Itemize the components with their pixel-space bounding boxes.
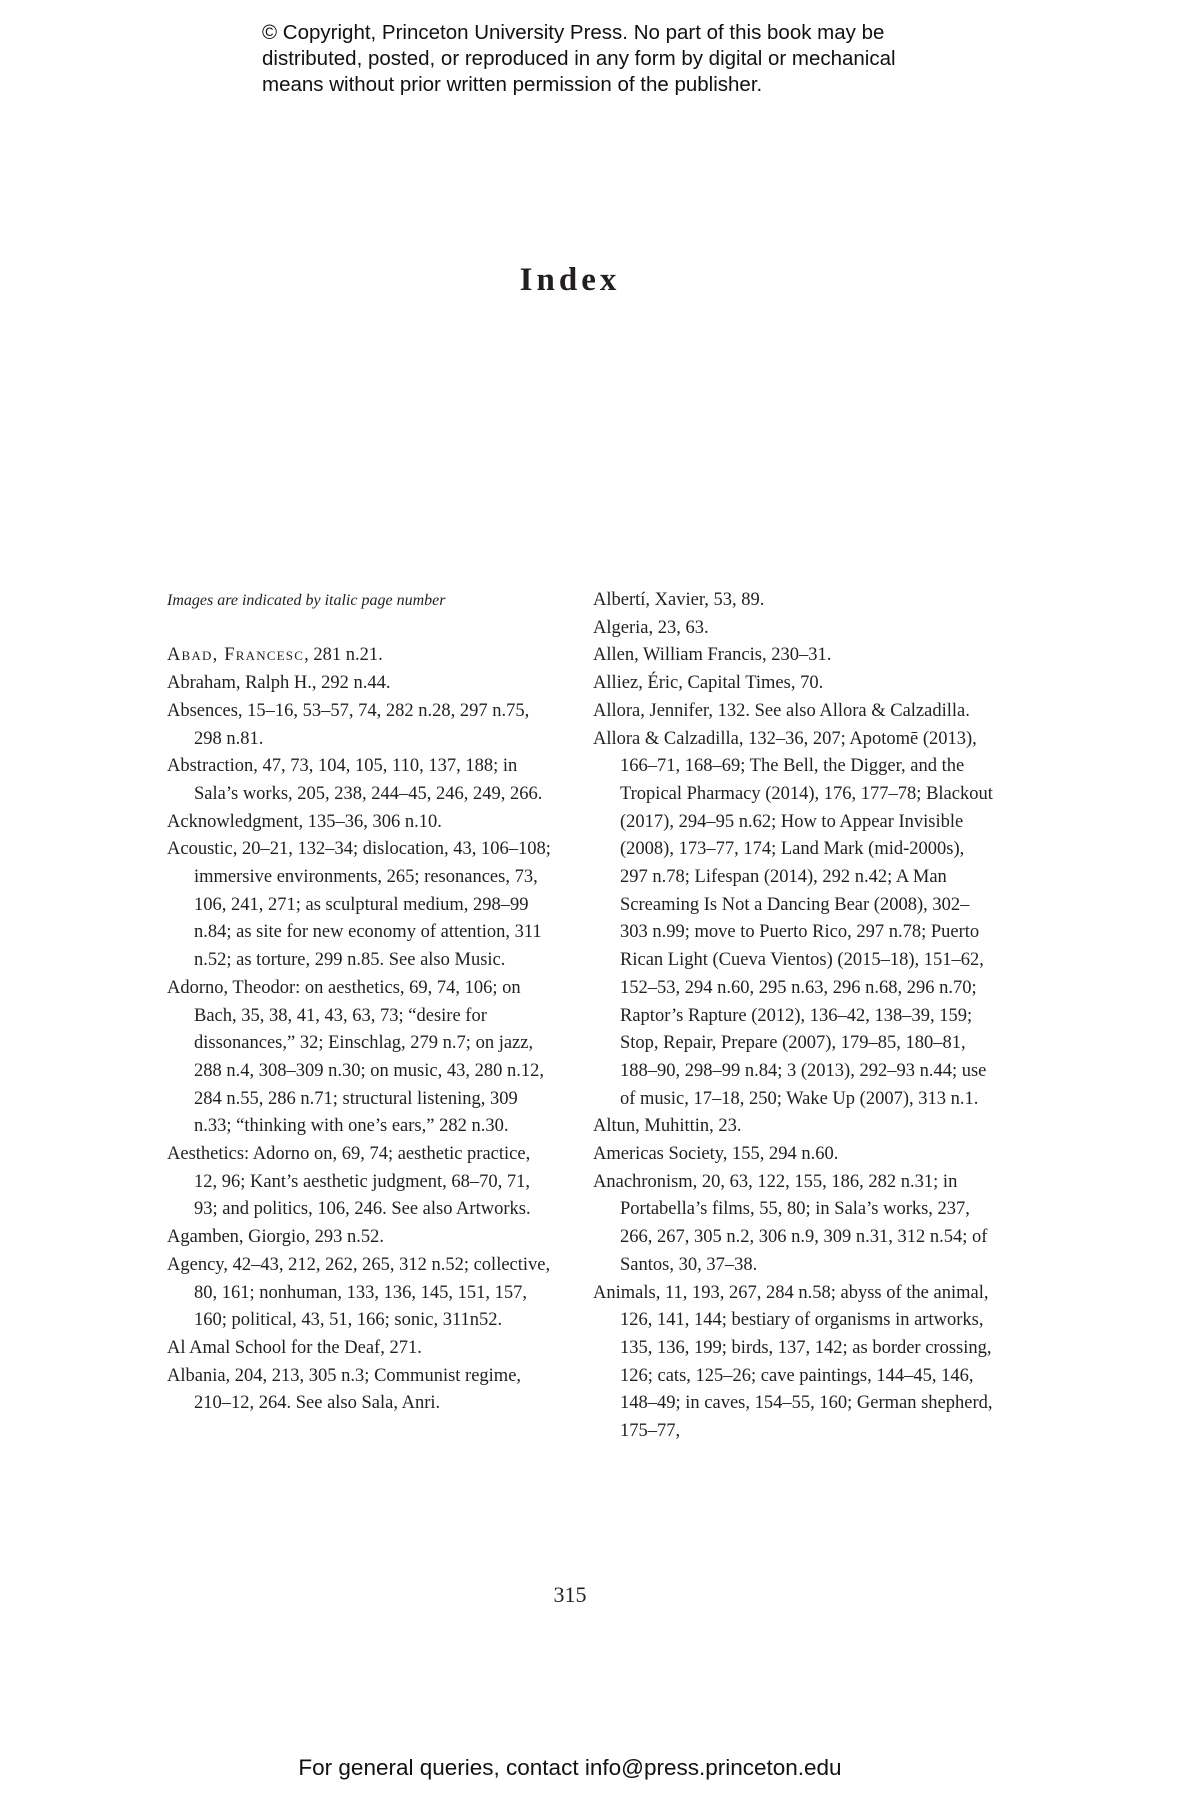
index-entry: Americas Society, 155, 294 n.60.: [593, 1144, 839, 1165]
index-column-left: [167, 587, 557, 1418]
index-entry-rest: , 281 n.21.: [304, 645, 383, 666]
page-title: Index: [519, 262, 621, 298]
index-entry: Aesthetics: Adorno on, 69, 74; aesthetic practice, 12, 96; Kant’s aesthetic judgment, 68–70, 71, 93; and politics, 106, 246. See also Artworks.: [167, 1144, 531, 1220]
index-entry: Allora, Jennifer, 132. See also Allora & Calzadilla.: [593, 700, 970, 721]
index-entry: Anachronism, 20, 63, 122, 155, 186, 282 n.31; in Portabella’s films, 55, 80; in Sala’s works, 237, 266, 267, 305 n.2, 306 n.9, 309 n.31, 312 n.54; of Santos, 30, 37–38.: [593, 1171, 988, 1275]
index-entry: Alliez, Éric, Capital Times, 70.: [593, 673, 824, 694]
index-entry: Acknowledgment, 135–36, 306 n.10.: [167, 811, 442, 832]
index-entry: Algeria, 23, 63.: [593, 617, 709, 638]
index-entry: Absences, 15–16, 53–57, 74, 282 n.28, 297 n.75, 298 n.81.: [167, 700, 530, 749]
index-entry: [167, 642, 557, 670]
index-entry: Abraham, Ralph H., 292 n.44.: [167, 673, 391, 694]
index-entry: Acoustic, 20–21, 132–34; dislocation, 43, 106–108; immersive environments, 265; resonances, 73, 106, 241, 271; as sculptural medium, 298–99 n.84; as site for new economy of attention, 311 n.52; as torture, 299 n.85. See also Music.: [167, 839, 551, 971]
page-number: 315: [553, 1582, 587, 1607]
index-entry: Animals, 11, 193, 267, 284 n.58; abyss of the animal, 126, 141, 144; bestiary of organisms in artworks, 135, 136, 199; birds, 137, 142; as border crossing, 126; cats, 125–26; cave paintings, 144–45, 146, 148–49; in caves, 154–55, 160; German shepherd, 175–77,: [593, 1282, 993, 1442]
index-entry: Adorno, Theodor: on aesthetics, 69, 74, 106; on Bach, 35, 38, 41, 43, 63, 73; “desire for dissonances,” 32; Einschlag, 279 n.7; on jazz, 288 n.4, 308–309 n.30; on music, 43, 280 n.12, 284 n.55, 286 n.71; structural listening, 309 n.33; “thinking with one’s ears,” 282 n.30.: [167, 977, 544, 1137]
index-column-right: [593, 587, 993, 1446]
index-entry: Allen, William Francis, 230–31.: [593, 645, 832, 666]
index-entry: Allora & Calzadilla, 132–36, 207; Apotomē (2013), 166–71, 168–69; The Bell, the Digger, and the Tropical Pharmacy (2014), 176, 177–78; Blackout (2017), 294–95 n.62; How to Appear Invisible (2008), 173–77, 174; Land Mark (mid-2000s), 297 n.78; Lifespan (2014), 292 n.42; A Man Screaming Is Not a Dancing Bear (2008), 302–303 n.99; move to Puerto Rico, 297 n.78; Puerto Rican Light (Cueva Vientos) (2015–18), 151–62, 152–53, 294 n.60, 295 n.63, 296 n.68, 296 n.70; Raptor’s Rapture (2012), 136–42, 138–39, 159; Stop, Repair, Prepare (2007), 179–85, 180–81, 188–90, 298–99 n.84; 3 (2013), 292–93 n.44; use of music, 17–18, 250; Wake Up (2007), 313 n.1.: [593, 728, 993, 1109]
copyright-notice: [262, 20, 982, 98]
index-entry: Abstraction, 47, 73, 104, 105, 110, 137, 188; in Sala’s works, 205, 238, 244–45, 246, 249, 266.: [167, 756, 543, 804]
copyright-line: means without prior written permission of the publisher.: [262, 73, 763, 96]
index-note: Images are indicated by italic page number: [167, 592, 446, 609]
index-entry: Al Amal School for the Deaf, 271.: [167, 1337, 422, 1358]
index-entry: Albertí, Xavier, 53, 89.: [593, 590, 765, 610]
index-entry: Albania, 204, 213, 305 n.3; Communist regime, 210–12, 264. See also Sala, Anri.: [167, 1365, 522, 1414]
index-entry: Agency, 42–43, 212, 262, 265, 312 n.52; collective, 80, 161; nonhuman, 133, 136, 145, 151, 157, 160; political, 43, 51, 166; sonic, 311n52.: [167, 1254, 551, 1331]
copyright-line: distributed, posted, or reproduced in any form by digital or mechanical: [262, 47, 896, 70]
index-entry-head: Abad, Francesc: [167, 645, 305, 666]
copyright-line: © Copyright, Princeton University Press. No part of this book may be: [262, 21, 885, 44]
index-entry: Agamben, Giorgio, 293 n.52.: [167, 1227, 385, 1248]
footer-contact: For general queries, contact info@press.princeton.edu: [298, 1755, 842, 1780]
index-entry: Altun, Muhittin, 23.: [593, 1116, 742, 1137]
